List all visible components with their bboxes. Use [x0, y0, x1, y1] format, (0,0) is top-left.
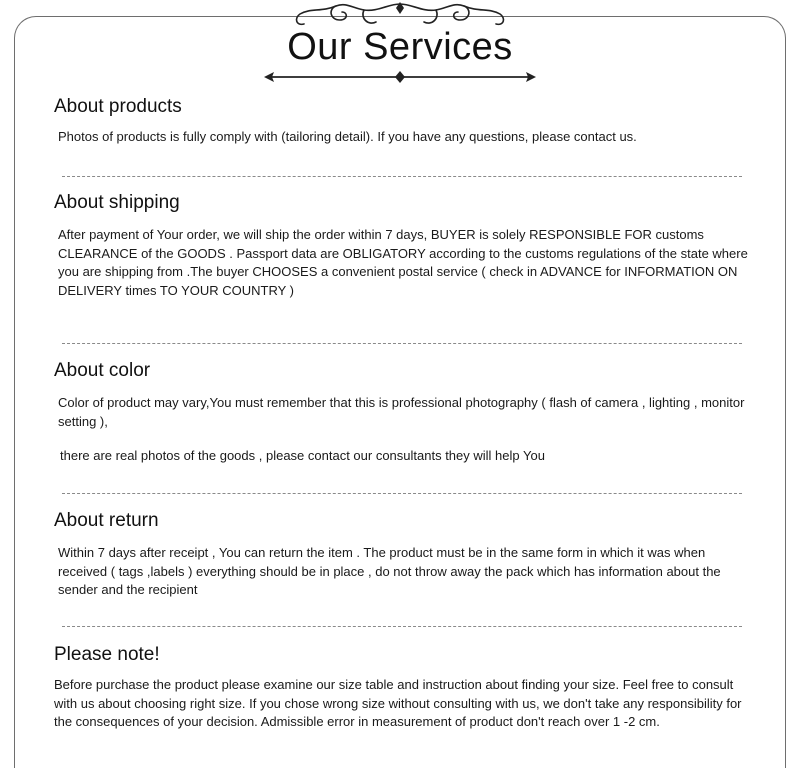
section-heading: About color — [54, 360, 151, 381]
section-text: After payment of Your order, we will ship the order within 7 days, BUYER is solely RESPONSIBLE FOR customs CLEARANCE of the GOODS . Passport data are OBLIGATORY according to the customs regulations of the state where you are shipping from .The buyer CHOOSES a convenient postal service ( check in ADVANCE for INFORMATION ON DELIVERY times TO YOUR COUNTRY ) — [58, 227, 748, 298]
section-about-products — [54, 96, 754, 147]
section-about-return — [54, 510, 754, 600]
title-underline-ornament-icon — [262, 68, 538, 86]
section-divider — [62, 493, 742, 494]
section-about-shipping — [54, 192, 754, 300]
section-text: Before purchase the product please examine our size table and instruction about finding your size. Feel free to consult with us about choosing right size. If you chose wrong size without consulting with us, we don't take any responsibility for the consequences of your decision. Admissible error in measurement of product don't reach over 1 -2 cm. — [54, 677, 742, 729]
section-divider — [62, 343, 742, 344]
section-heading: About products — [54, 96, 182, 117]
section-heading: About shipping — [54, 192, 180, 213]
section-heading: Please note! — [54, 644, 160, 665]
page-title: Our Services — [287, 26, 513, 68]
section-about-color — [54, 360, 754, 466]
section-text: Within 7 days after receipt , You can return the item . The product must be in the same form in which it was when received ( tags ,labels ) everything should be in place , do not throw away the pack which has information about the sender and the recipient — [58, 545, 721, 597]
section-text: Photos of products is fully comply with (tailoring detail). If you have any questions, please contact us. — [58, 129, 637, 144]
section-heading: About return — [54, 510, 159, 531]
section-divider — [62, 626, 742, 627]
section-text: Color of product may vary,You must remember that this is professional photography ( flash of camera , lighting , monitor setting ), — [58, 395, 745, 429]
section-text: there are real photos of the goods , please contact our consultants they will help You — [60, 448, 545, 463]
section-please-note — [54, 644, 754, 732]
section-divider — [62, 176, 742, 177]
